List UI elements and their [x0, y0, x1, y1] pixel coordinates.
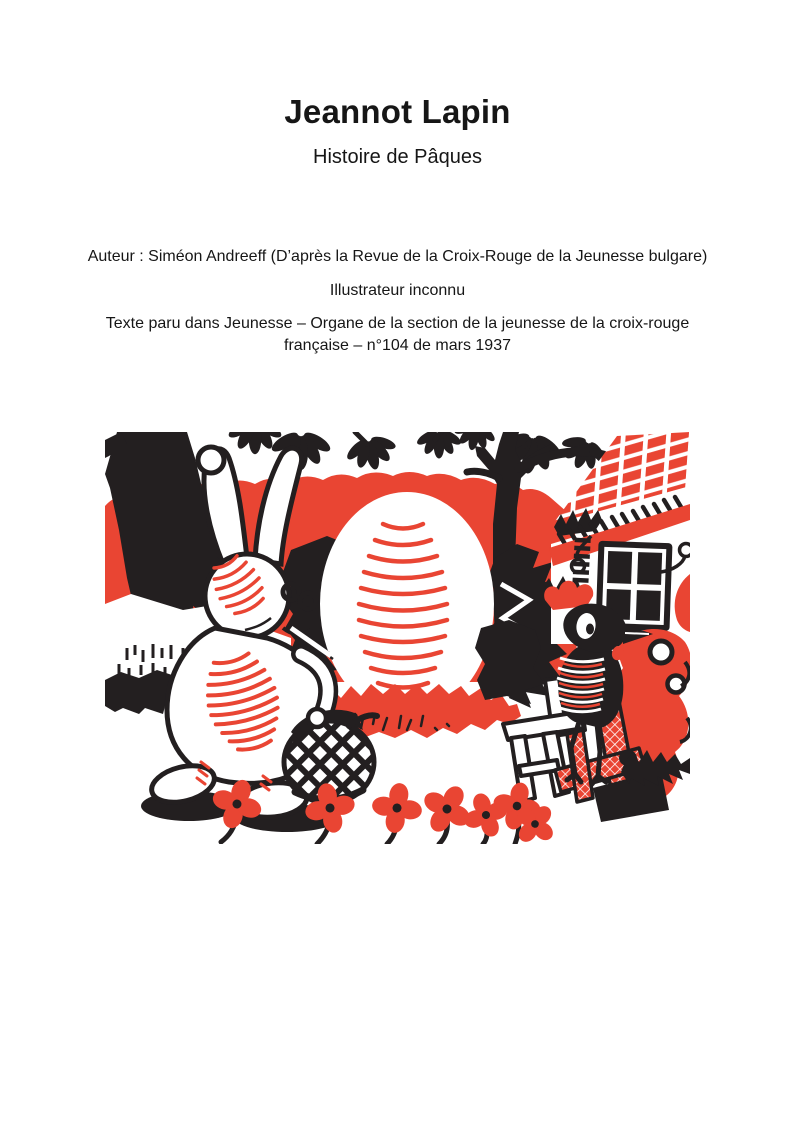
rooster-pupil — [586, 624, 594, 635]
ear-tip — [198, 447, 224, 473]
rabbit-paw — [308, 709, 326, 727]
credit-illustrator: Illustrateur inconnu — [329, 281, 466, 299]
easter-illustration — [0, 432, 795, 844]
beak-line — [625, 633, 649, 634]
page-subtitle: Histoire de Pâques — [313, 146, 482, 168]
credit-author: Auteur : Siméon Andreeff (D’après la Revue de la Croix-Rouge de la Jeunesse bulgare) — [87, 248, 708, 265]
page-title: Jeannot Lapin — [284, 93, 511, 130]
easter-egg — [320, 492, 494, 716]
easter-illustration-svg — [105, 432, 690, 844]
credit-source: Texte paru dans Jeunesse – Organe de la section de la jeunesse de la croix-rouge française – n°104 de mars 1937 — [105, 315, 690, 354]
